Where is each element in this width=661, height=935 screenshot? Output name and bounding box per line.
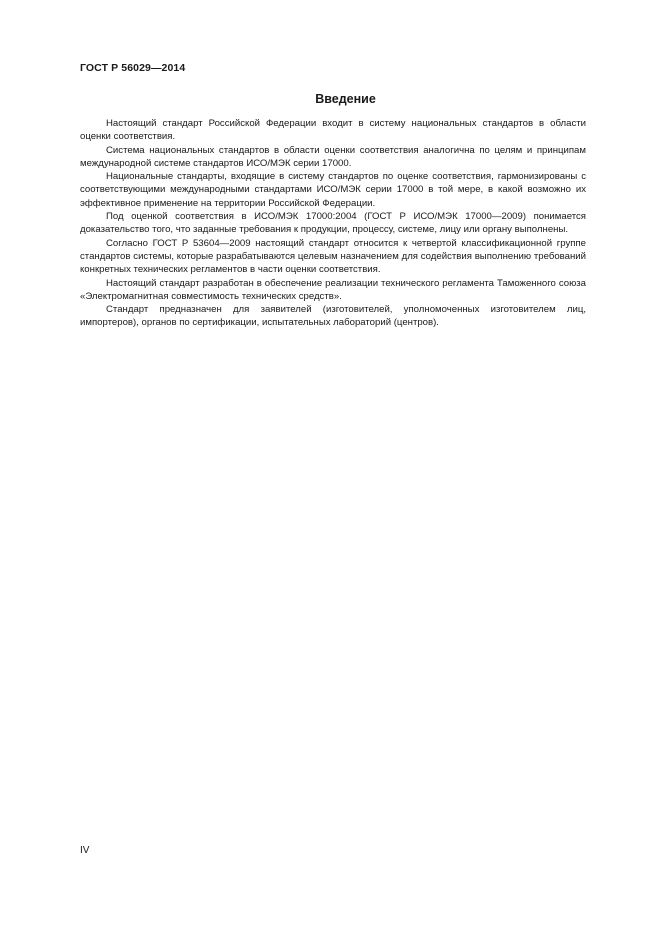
paragraph: Под оценкой соответствия в ИСО/МЭК 17000:2004 (ГОСТ Р ИСО/МЭК 17000—2009) понимается доказательство того, что заданные требования к продукции, процессу, системе, лицу или органу выполнены. — [80, 211, 586, 236]
paragraph: Стандарт предназначен для заявителей (изготовителей, уполномоченных изготовителем лиц, импортеров), органов по сертификации, испытательных лабораторий (центров). — [80, 304, 586, 329]
section-title: Введение — [315, 92, 376, 106]
page-number: IV — [80, 845, 90, 856]
paragraph: Система национальных стандартов в области оценки соответствия аналогична по целям и принципам международной системе стандартов ИСО/МЭК серии 17000. — [80, 144, 586, 169]
introduction-body — [80, 117, 586, 330]
document-code: ГОСТ Р 56029—2014 — [80, 62, 186, 74]
paragraph: Согласно ГОСТ Р 53604—2009 настоящий стандарт относится к четвертой классификационной группе стандартов системы, которые разрабатываются целевым назначением для содействия выполнению требований конкретных технических регламентов в части оценки соответствия. — [80, 237, 586, 276]
paragraph: Настоящий стандарт Российской Федерации входит в систему национальных стандартов в области оценки соответствия. — [80, 118, 586, 143]
paragraph: Настоящий стандарт разработан в обеспечение реализации технического регламента Таможенного союза «Электромагнитная совместимость технических средств». — [80, 277, 586, 302]
paragraph: Национальные стандарты, входящие в систему стандартов по оценке соответствия, гармонизированы с соответствующими международными стандартами ИСО/МЭК серии 17000 в той мере, в какой возможно их эффективное применение на территории Российской Федерации. — [80, 171, 586, 209]
